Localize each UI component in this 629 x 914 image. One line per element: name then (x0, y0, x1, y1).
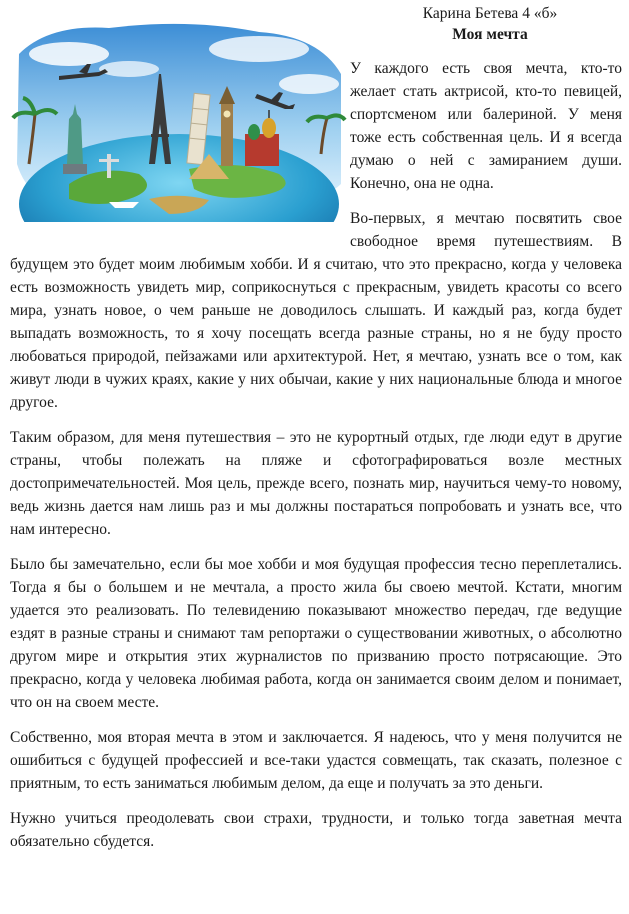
essay-body (10, 57, 622, 865)
paragraph-2: Во-первых, я мечтаю посвятить свое свободное время путешествиям. В будущем это будет моим любимым хобби. И я считаю, что это прекрасно, когда у человека есть возможность увидеть мир, соприкоснуться с прекрасным, увидеть красоты со всего мира, узнать новое, о чем раньше не доводилось слышать. И каждый раз, когда будет выпадать возможность, то я хочу посещать всегда разные страны, но я не буду просто любоваться природой, пейзажами или архитектурой. Нет, я мечтаю, узнать все о том, как живут люди в чужих краях, какие у них обычаи, какие у них национальные блюда и многое другое. (10, 210, 622, 411)
paragraph-3: Таким образом, для меня путешествия – это не курортный отдых, где люди едут в другие страны, чтобы полежать на пляже и сфотографироваться возле местных достопримечательностей. Моя цель, прежде всего, познать мир, научиться чему-то новому, ведь жизнь дается нам лишь раз и мы должны постараться попробовать и узнать все, что нам интересно. (10, 429, 622, 538)
paragraph-6: Нужно учиться преодолевать свои страхи, трудности, и только тогда заветная мечта обязательно сбудется. (10, 810, 622, 850)
paragraph-5: Собственно, моя вторая мечта в этом и заключается. Я надеюсь, что у меня получится не ошибиться с будущей профессией и все-таки удастся совмещать, так сказать, полезное с приятным, то есть заниматься любимым делом, да еще и получать за это деньги. (10, 729, 622, 792)
paragraph-4: Было бы замечательно, если бы мое хобби и моя будущая профессия тесно переплетались. Тогда я бы о большем и не мечтала, а просто жила бы своею мечтой. Кстати, многим удается это реализовать. По телевидению показывают множество передач, где ведущие ездят в разные страны и снимают там репортажи о существовании животных, о абсолютно другом мире и открытия этих журналистов по призванию просто потрясающие. Это прекрасно, когда у человека любимая работа, когда он занимается своим делом и понимает, что он на своем месте. (10, 556, 622, 711)
image-wrap-space (10, 57, 350, 231)
essay-title: Моя мечта (452, 26, 528, 43)
author-line: Карина Бетева 4 «б» (422, 5, 558, 22)
paragraph-1: У каждого есть своя мечта, кто-то желает стать актрисой, кто-то певицей, спортсменом или балериной. У меня тоже есть собственная цель. И я всегда думаю о ней с замиранием души. Конечно, она не одна. (350, 60, 622, 192)
